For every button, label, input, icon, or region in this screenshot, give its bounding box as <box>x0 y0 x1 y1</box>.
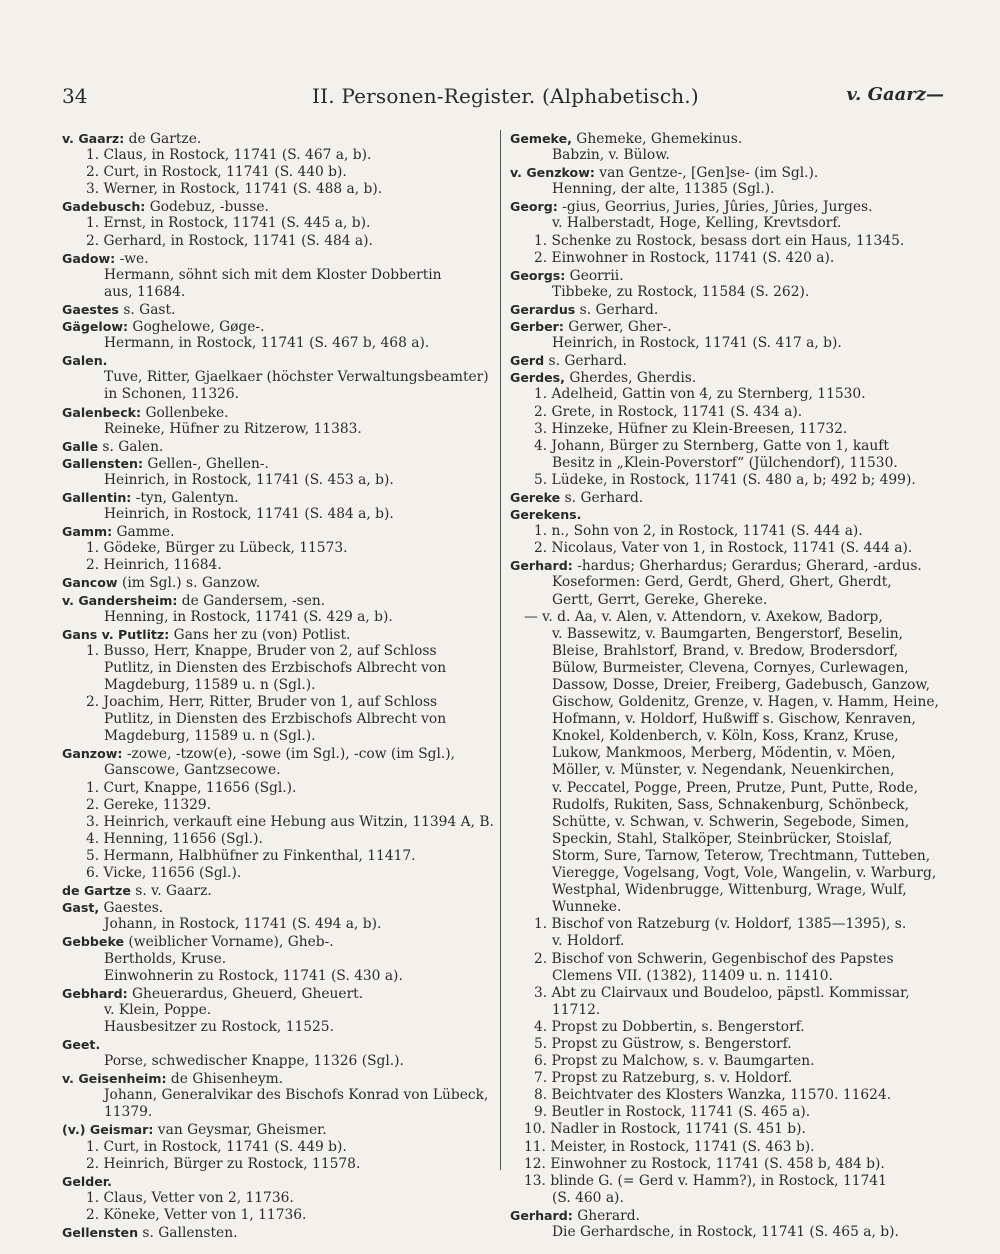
register-line <box>62 882 492 899</box>
entry-headword: Gast, <box>62 900 100 916</box>
register-line <box>510 1156 948 1173</box>
entry-text: 3. Abt zu Clairvaux und Boudeloo, päpstl. Kommissar, <box>534 984 910 1001</box>
entry-text: Gellen-, Ghellen-. <box>143 455 269 472</box>
register-line <box>62 968 492 985</box>
entry-text: 2. Heinrich, Bürger zu Rostock, 11578. <box>86 1155 361 1172</box>
register-line <box>62 164 492 181</box>
register-line <box>510 1070 948 1087</box>
register-line <box>62 386 492 403</box>
entry-text: Bertholds, Kruse. <box>104 950 227 967</box>
entry-text: Gaestes. <box>99 900 164 917</box>
entry-text: Hofmann, v. Holdorf, Hußwiff s. Gischow, Kenraven, <box>552 711 916 728</box>
register-line <box>510 745 948 762</box>
register-line <box>62 1190 492 1207</box>
register-line <box>510 694 948 711</box>
register-line <box>510 1002 948 1019</box>
entry-headword: Gägelow: <box>62 319 129 335</box>
entry-text: Westphal, Widenbrugge, Wittenburg, Wrage, Wulf, <box>552 882 907 899</box>
entry-text: Storm, Sure, Tarnow, Teterow, Trechtmann, Tutteben, <box>552 847 931 864</box>
entry-text: s. Gast. <box>118 301 176 318</box>
register-line <box>62 369 492 386</box>
entry-text: 11379. <box>104 1104 153 1121</box>
column-divider <box>500 130 501 1170</box>
register-line <box>510 797 948 814</box>
entry-text: -zowe, -tzow(e), -sowe (im Sgl.), -cow (im Sgl.), <box>122 746 456 763</box>
entry-text: Gheuerardus, Gheuerd, Gheuert. <box>127 985 364 1002</box>
register-line <box>510 335 948 352</box>
entry-text: Hermann, in Rostock, 11741 (S. 467 b, 468 a). <box>104 335 430 352</box>
entry-headword: Gebhard: <box>62 985 128 1001</box>
register-line <box>62 762 492 779</box>
register-line <box>510 386 948 403</box>
entry-text: 5. Hermann, Halbhüfner zu Finkenthal, 11417. <box>86 847 416 864</box>
register-line <box>62 643 492 660</box>
register-line <box>510 540 948 557</box>
entry-text: Gans her zu (von) Potlist. <box>169 626 351 643</box>
entry-text: Ganscowe, Gantzsecowe. <box>104 762 281 779</box>
entry-headword: Gelder. <box>62 1173 112 1189</box>
entry-text: Johann, in Rostock, 11741 (S. 494 a, b). <box>104 916 382 933</box>
entry-text: 11712. <box>552 1001 601 1018</box>
register-line <box>510 318 948 335</box>
entry-text: 6. Propst zu Malchow, s. v. Baumgarten. <box>534 1053 815 1070</box>
entry-text: Heinrich, in Rostock, 11741 (S. 417 a, b). <box>552 335 842 352</box>
entry-text: Bleise, Brahlstorf, Brand, v. Bredow, Brodersdorf, <box>552 642 899 659</box>
register-line <box>62 899 492 916</box>
register-line <box>62 472 492 489</box>
entry-text: 7. Propst zu Ratzeburg, s. v. Holdorf. <box>534 1070 793 1087</box>
entry-text: Tibbeke, zu Rostock, 11584 (S. 262). <box>552 283 810 300</box>
register-line <box>510 489 948 506</box>
entry-headword: Galenbeck: <box>62 404 142 420</box>
entry-text: Heinrich, in Rostock, 11741 (S. 484 a, b). <box>104 506 394 523</box>
entry-text: Möller, v. Münster, v. Negendank, Neuenkirchen, <box>552 762 895 779</box>
entry-text: Koseformen: Gerd, Gerdt, Gherd, Ghert, Gherdt, <box>552 574 892 591</box>
register-line <box>62 421 492 438</box>
right-column <box>510 130 948 1241</box>
entry-text: 11. Meister, in Rostock, 11741 (S. 463 b). <box>524 1138 815 1155</box>
entry-headword: Gallentin: <box>62 489 132 505</box>
register-line <box>62 540 492 557</box>
entry-text: Gerwer, Gher-. <box>563 319 672 336</box>
entry-text: -tyn, Galentyn. <box>131 489 239 506</box>
entry-text: van Geysmar, Gheismer. <box>153 1122 327 1139</box>
entry-text: 1. Claus, Vetter von 2, 11736. <box>86 1189 294 1206</box>
register-line <box>62 301 492 318</box>
entry-text: Gherdes, Gherdis. <box>564 370 697 387</box>
register-line <box>62 916 492 933</box>
entry-text: v. Holdorf. <box>552 933 625 950</box>
register-line <box>510 1139 948 1156</box>
entry-headword: Galen. <box>62 353 108 369</box>
entry-headword: Gallensten: <box>62 455 144 471</box>
register-line <box>510 250 948 267</box>
entry-text: Johann, Generalvikar des Bischofs Konrad von Lübeck, <box>104 1087 489 1104</box>
entry-text: 2. Gerhard, in Rostock, 11741 (S. 484 a). <box>86 232 373 249</box>
running-head: v. Gaarz— <box>846 84 944 105</box>
register-line <box>510 848 948 865</box>
register-line <box>62 745 492 762</box>
entry-text: Knokel, Koldenberch, v. Köln, Koss, Kranz, Kruse, <box>552 728 899 745</box>
entry-text: Heinrich, in Rostock, 11741 (S. 453 a, b). <box>104 471 394 488</box>
register-line <box>62 933 492 950</box>
entry-text: Besitz in „Klein-Poverstorf“ (Jülchendorf), 11530. <box>552 454 898 471</box>
register-line <box>62 215 492 232</box>
entry-headword: v. Gandersheim: <box>62 592 178 608</box>
entry-text: Henning, der alte, 11385 (Sgl.). <box>552 181 775 198</box>
entry-text: Georrii. <box>565 267 624 284</box>
entry-headword: Georgs: <box>510 267 566 283</box>
entry-text: Wunneke. <box>552 899 622 916</box>
entry-text: 5. Propst zu Güstrow, s. Bengerstorf. <box>534 1035 792 1052</box>
entry-text: Tuve, Ritter, Gjaelkaer (höchster Verwaltungsbeamter) <box>104 369 489 386</box>
register-line <box>510 1207 948 1224</box>
register-line <box>510 728 948 745</box>
register-line <box>510 233 948 250</box>
register-line <box>510 762 948 779</box>
entry-text: 1. Bischof von Ratzeburg (v. Holdorf, 1385—1395), s. <box>534 916 907 933</box>
entry-text: 2. Köneke, Vetter von 1, 11736. <box>86 1206 307 1223</box>
entry-headword: Ganzow: <box>62 746 123 762</box>
register-line <box>510 198 948 215</box>
entry-headword: Geet. <box>62 1036 101 1052</box>
register-line <box>510 643 948 660</box>
register-line <box>62 284 492 301</box>
register-line <box>62 951 492 968</box>
entry-text: Babzin, v. Bülow. <box>552 147 670 164</box>
entry-headword: Gerd <box>510 353 545 369</box>
register-line <box>62 711 492 728</box>
entry-text: 2. Joachim, Herr, Ritter, Bruder von 1, auf Schloss <box>86 694 438 711</box>
entry-text: s. Gerhard. <box>544 353 628 370</box>
register-line <box>62 1019 492 1036</box>
entry-headword: Gerardus <box>510 301 576 317</box>
entry-text: 2. Heinrich, 11684. <box>86 557 222 574</box>
register-line <box>62 592 492 609</box>
register-line <box>510 1087 948 1104</box>
entry-text: 2. Gereke, 11329. <box>86 796 212 813</box>
register-line <box>62 1173 492 1190</box>
entry-text: Porse, schwedischer Knappe, 11326 (Sgl.). <box>104 1053 404 1070</box>
entry-text: s. Gerhard. <box>560 489 644 506</box>
register-line <box>510 1104 948 1121</box>
register-line <box>510 899 948 916</box>
register-line <box>510 164 948 181</box>
entry-text: Putlitz, in Diensten des Erzbischofs Albrecht von <box>104 711 447 728</box>
register-line <box>62 335 492 352</box>
register-line <box>510 421 948 438</box>
entry-text: 8. Beichtvater des Klosters Wanzka, 11570. 11624. <box>534 1087 892 1104</box>
entry-text: Hausbesitzer zu Rostock, 11525. <box>104 1018 334 1035</box>
register-line <box>510 660 948 677</box>
entry-text: v. Bassewitz, v. Baumgarten, Bengerstorf, Beselin, <box>552 625 904 642</box>
register-line <box>62 1053 492 1070</box>
entry-text: 3. Heinrich, verkauft eine Hebung aus Witzin, 11394 A, B. <box>86 813 494 830</box>
entry-text: 1. Curt, in Rostock, 11741 (S. 449 b). <box>86 1138 347 1155</box>
entry-text: de Ghisenheym. <box>166 1071 284 1088</box>
entry-text: Vieregge, Vogelsang, Vogt, Vole, Wangelin, v. Warburg, <box>552 865 937 882</box>
entry-text: 4. Johann, Bürger zu Sternberg, Gatte von 1, kauft <box>534 437 889 454</box>
entry-text: Hermann, söhnt sich mit dem Kloster Dobbertin <box>104 266 442 283</box>
register-line <box>510 677 948 694</box>
entry-text: 6. Vicke, 11656 (Sgl.). <box>86 865 242 882</box>
entry-text: 1. Adelheid, Gattin von 4, zu Sternberg, 11530. <box>534 386 866 403</box>
entry-text: 2. Grete, in Rostock, 11741 (S. 434 a). <box>534 403 803 420</box>
register-line <box>62 985 492 1002</box>
entry-text: Magdeburg, 11589 u. n (Sgl.). <box>104 728 316 745</box>
entry-text: Goghelowe, Gøge-. <box>128 319 265 336</box>
register-line <box>510 557 948 574</box>
register-line <box>510 1190 948 1207</box>
entry-text: (S. 460 a). <box>552 1189 624 1206</box>
register-line <box>62 728 492 745</box>
entry-headword: (v.) Geismar: <box>62 1122 154 1138</box>
entry-text: v. Halberstadt, Hoge, Kelling, Krevtsdorf. <box>552 215 842 232</box>
register-line <box>510 1019 948 1036</box>
register-line <box>62 318 492 335</box>
register-line <box>62 233 492 250</box>
entry-text: 10. Nadler in Rostock, 11741 (S. 451 b). <box>524 1121 806 1138</box>
entry-text: v. Klein, Poppe. <box>104 1001 212 1018</box>
entry-text: 1. Busso, Herr, Knappe, Bruder von 2, auf Schloss <box>86 642 437 659</box>
entry-text: 3. Werner, in Rostock, 11741 (S. 488 a, b). <box>86 181 383 198</box>
entry-text: 2. Curt, in Rostock, 11741 (S. 440 b). <box>86 164 347 181</box>
entry-text: aus, 11684. <box>104 283 186 300</box>
register-line <box>62 523 492 540</box>
entry-text: van Gentze-, [Gen]se- (im Sgl.). <box>594 165 819 182</box>
register-line <box>62 780 492 797</box>
register-line <box>62 1002 492 1019</box>
entry-text: 13. blinde G. (= Gerd v. Hamm?), in Rostock, 11741 <box>524 1172 887 1189</box>
register-line <box>62 455 492 472</box>
entry-text: Reineke, Hüfner zu Ritzerow, 11383. <box>104 420 362 437</box>
register-line <box>62 677 492 694</box>
register-line <box>62 557 492 574</box>
entry-text: Rudolfs, Rukiten, Sass, Schnakenburg, Schönbeck, <box>552 796 910 813</box>
entry-headword: Gereke <box>510 489 561 505</box>
entry-headword: v. Geisenheim: <box>62 1071 167 1087</box>
register-line <box>62 404 492 421</box>
entry-text: Godebuz, -busse. <box>145 199 269 216</box>
entry-text: v. Peccatel, Pogge, Preen, Prutze, Punt, Putte, Rode, <box>552 779 918 796</box>
register-line <box>510 267 948 284</box>
entry-headword: Gerhard: <box>510 1207 573 1223</box>
entry-headword: Gerdes, <box>510 370 565 386</box>
entry-headword: Gerhard: <box>510 558 573 574</box>
register-line <box>510 215 948 232</box>
register-line <box>62 797 492 814</box>
entry-headword: Gamm: <box>62 524 113 540</box>
entry-headword: de Gartze <box>62 883 131 899</box>
page-header <box>62 84 944 112</box>
entry-text: Lukow, Mankmoos, Merberg, Mödentin, v. Möen, <box>552 745 896 762</box>
register-line <box>62 1087 492 1104</box>
register-line <box>510 814 948 831</box>
register-line <box>510 985 948 1002</box>
register-line <box>62 181 492 198</box>
register-line <box>62 694 492 711</box>
entry-text: s. Gerhard. <box>575 301 659 318</box>
entry-headword: Georg: <box>510 199 558 215</box>
entry-text: Gherard. <box>572 1207 640 1224</box>
register-line <box>62 1156 492 1173</box>
entry-headword: Gerekens. <box>510 507 582 523</box>
register-line <box>510 933 948 950</box>
register-line <box>62 267 492 284</box>
register-line <box>62 574 492 591</box>
entry-text: Bülow, Burmeister, Clevena, Cornyes, Curlewagen, <box>552 659 909 676</box>
register-line <box>510 472 948 489</box>
register-line <box>62 1207 492 1224</box>
register-line <box>62 147 492 164</box>
register-line <box>510 592 948 609</box>
register-line <box>510 865 948 882</box>
page-number: 34 <box>62 84 88 108</box>
register-line <box>62 865 492 882</box>
register-line <box>510 130 948 147</box>
register-line <box>510 369 948 386</box>
register-line <box>62 848 492 865</box>
entry-text: Putlitz, in Diensten des Erzbischofs Albrecht von <box>104 659 447 676</box>
entry-text: 2. Nicolaus, Vater von 1, in Rostock, 11741 (S. 444 a). <box>534 540 913 557</box>
entry-text: 9. Beutler in Rostock, 11741 (S. 465 a). <box>534 1104 811 1121</box>
register-line <box>510 951 948 968</box>
register-line <box>510 1173 948 1190</box>
entry-headword: v. Genzkow: <box>510 165 595 181</box>
entry-headword: Gancow <box>62 575 118 591</box>
entry-text: Gischow, Goldenitz, Grenze, v. Hagen, v. Hamm, Heine, <box>552 694 939 711</box>
entry-text: de Gandersem, -sen. <box>177 592 326 609</box>
register-line <box>510 455 948 472</box>
register-line <box>510 780 948 797</box>
register-line <box>62 1104 492 1121</box>
register-line <box>62 1121 492 1138</box>
register-line <box>510 438 948 455</box>
register-line <box>62 506 492 523</box>
register-line <box>62 1224 492 1241</box>
entry-headword: Gans v. Putlitz: <box>62 626 170 642</box>
entry-headword: Gebbeke <box>62 934 125 950</box>
register-line <box>62 1036 492 1053</box>
register-line <box>62 814 492 831</box>
entry-headword: Galle <box>62 438 99 454</box>
register-line <box>510 506 948 523</box>
register-line <box>62 250 492 267</box>
entry-text: 4. Henning, 11656 (Sgl.). <box>86 830 263 847</box>
register-line <box>62 438 492 455</box>
register-line <box>510 1036 948 1053</box>
register-line <box>62 130 492 147</box>
register-line <box>510 404 948 421</box>
entry-text: Magdeburg, 11589 u. n (Sgl.). <box>104 677 316 693</box>
entry-text: Ghemeke, Ghemekinus. <box>571 131 743 147</box>
register-line <box>62 198 492 215</box>
entry-headword: Gadow: <box>62 250 116 266</box>
register-line <box>510 352 948 369</box>
register-line <box>62 352 492 369</box>
register-line <box>510 301 948 318</box>
entry-text: 1. Ernst, in Rostock, 11741 (S. 445 a, b). <box>86 215 371 232</box>
entry-headword: v. Gaarz: <box>62 131 125 146</box>
entry-text: Clemens VII. (1382), 11409 u. n. 11410. <box>552 967 833 984</box>
entry-text: Gertt, Gerrt, Gereke, Ghereke. <box>552 591 768 608</box>
entry-text: Henning, in Rostock, 11741 (S. 429 a, b). <box>104 608 393 625</box>
register-line <box>510 882 948 899</box>
entry-text: — v. d. Aa, v. Alen, v. Attendorn, v. Axekow, Badorp, <box>524 608 883 625</box>
register-line <box>62 1139 492 1156</box>
entry-text: 1. Schenke zu Rostock, besass dort ein Haus, 11345. <box>534 232 905 249</box>
register-line <box>510 574 948 591</box>
register-line <box>510 968 948 985</box>
entry-text: 2. Bischof von Schwerin, Gegenbischof des Papstes <box>534 950 894 967</box>
entry-headword: Gerber: <box>510 319 564 335</box>
entry-text: Gollenbeke. <box>141 404 229 421</box>
entry-text: 4. Propst zu Dobbertin, s. Bengerstorf. <box>534 1018 805 1035</box>
entry-text: (weiblicher Vorname), Gheb-. <box>124 934 334 951</box>
page-title: II. Personen-Register. (Alphabetisch.) <box>312 84 699 108</box>
register-line <box>510 1224 948 1241</box>
register-line <box>62 489 492 506</box>
left-column <box>62 130 492 1241</box>
entry-text: -hardus; Gherhardus; Gerardus; Gherard, -ardus. <box>572 558 922 575</box>
entry-text: 1. Gödeke, Bürger zu Lübeck, 11573. <box>86 540 348 557</box>
entry-text: Gamme. <box>112 524 175 541</box>
entry-text: in Schonen, 11326. <box>104 386 240 403</box>
register-line <box>510 523 948 540</box>
entry-text: -we. <box>115 250 149 267</box>
register-line <box>510 284 948 301</box>
entry-text: -gius, Georrius, Juries, Jûries, Jûries, Jurges. <box>557 199 873 216</box>
entry-text: Die Gerhardsche, in Rostock, 11741 (S. 465 a, b). <box>552 1224 899 1240</box>
register-line <box>510 1053 948 1070</box>
register-line <box>62 831 492 848</box>
entry-headword: Gadebusch: <box>62 199 146 215</box>
register-line <box>510 147 948 164</box>
entry-text: Dassow, Dosse, Dreier, Freiberg, Gadebusch, Ganzow, <box>552 677 931 693</box>
entry-text: 1. Claus, in Rostock, 11741 (S. 467 a, b). <box>86 147 372 164</box>
entry-text: 1. Curt, Knappe, 11656 (Sgl.). <box>86 779 297 796</box>
register-line <box>510 626 948 643</box>
entry-text: s. Gallensten. <box>138 1225 238 1241</box>
entry-text: 1. n., Sohn von 2, in Rostock, 11741 (S. 444 a). <box>534 523 863 540</box>
entry-headword: Gellensten <box>62 1225 139 1240</box>
entry-text: (im Sgl.) s. Ganzow. <box>117 575 261 592</box>
entry-text: 5. Lüdeke, in Rostock, 11741 (S. 480 a, b; 492 b; 499). <box>534 471 916 488</box>
register-line <box>62 626 492 643</box>
entry-text: 2. Einwohner in Rostock, 11741 (S. 420 a). <box>534 249 835 266</box>
entry-text: de Gartze. <box>124 131 202 147</box>
entry-headword: Gaestes <box>62 301 119 317</box>
register-line <box>62 1070 492 1087</box>
register-line <box>62 609 492 626</box>
register-line <box>510 831 948 848</box>
register-line <box>62 660 492 677</box>
entry-headword: Gemeke, <box>510 131 572 146</box>
entry-text: 3. Hinzeke, Hüfner zu Klein-Breesen, 11732. <box>534 420 848 437</box>
register-line <box>510 181 948 198</box>
entry-text: s. Galen. <box>98 438 164 455</box>
register-line <box>510 711 948 728</box>
entry-text: 12. Einwohner zu Rostock, 11741 (S. 458 b, 484 b). <box>524 1155 885 1172</box>
register-line <box>510 916 948 933</box>
register-line <box>510 609 948 626</box>
entry-text: s. v. Gaarz. <box>130 883 212 900</box>
register-line <box>510 1121 948 1138</box>
entry-text: Einwohnerin zu Rostock, 11741 (S. 430 a). <box>104 967 403 984</box>
entry-text: Speckin, Stahl, Stalköper, Steinbrücker, Stoislaf, <box>552 830 893 847</box>
entry-text: Schütte, v. Schwan, v. Schwerin, Segebode, Simen, <box>552 813 910 830</box>
